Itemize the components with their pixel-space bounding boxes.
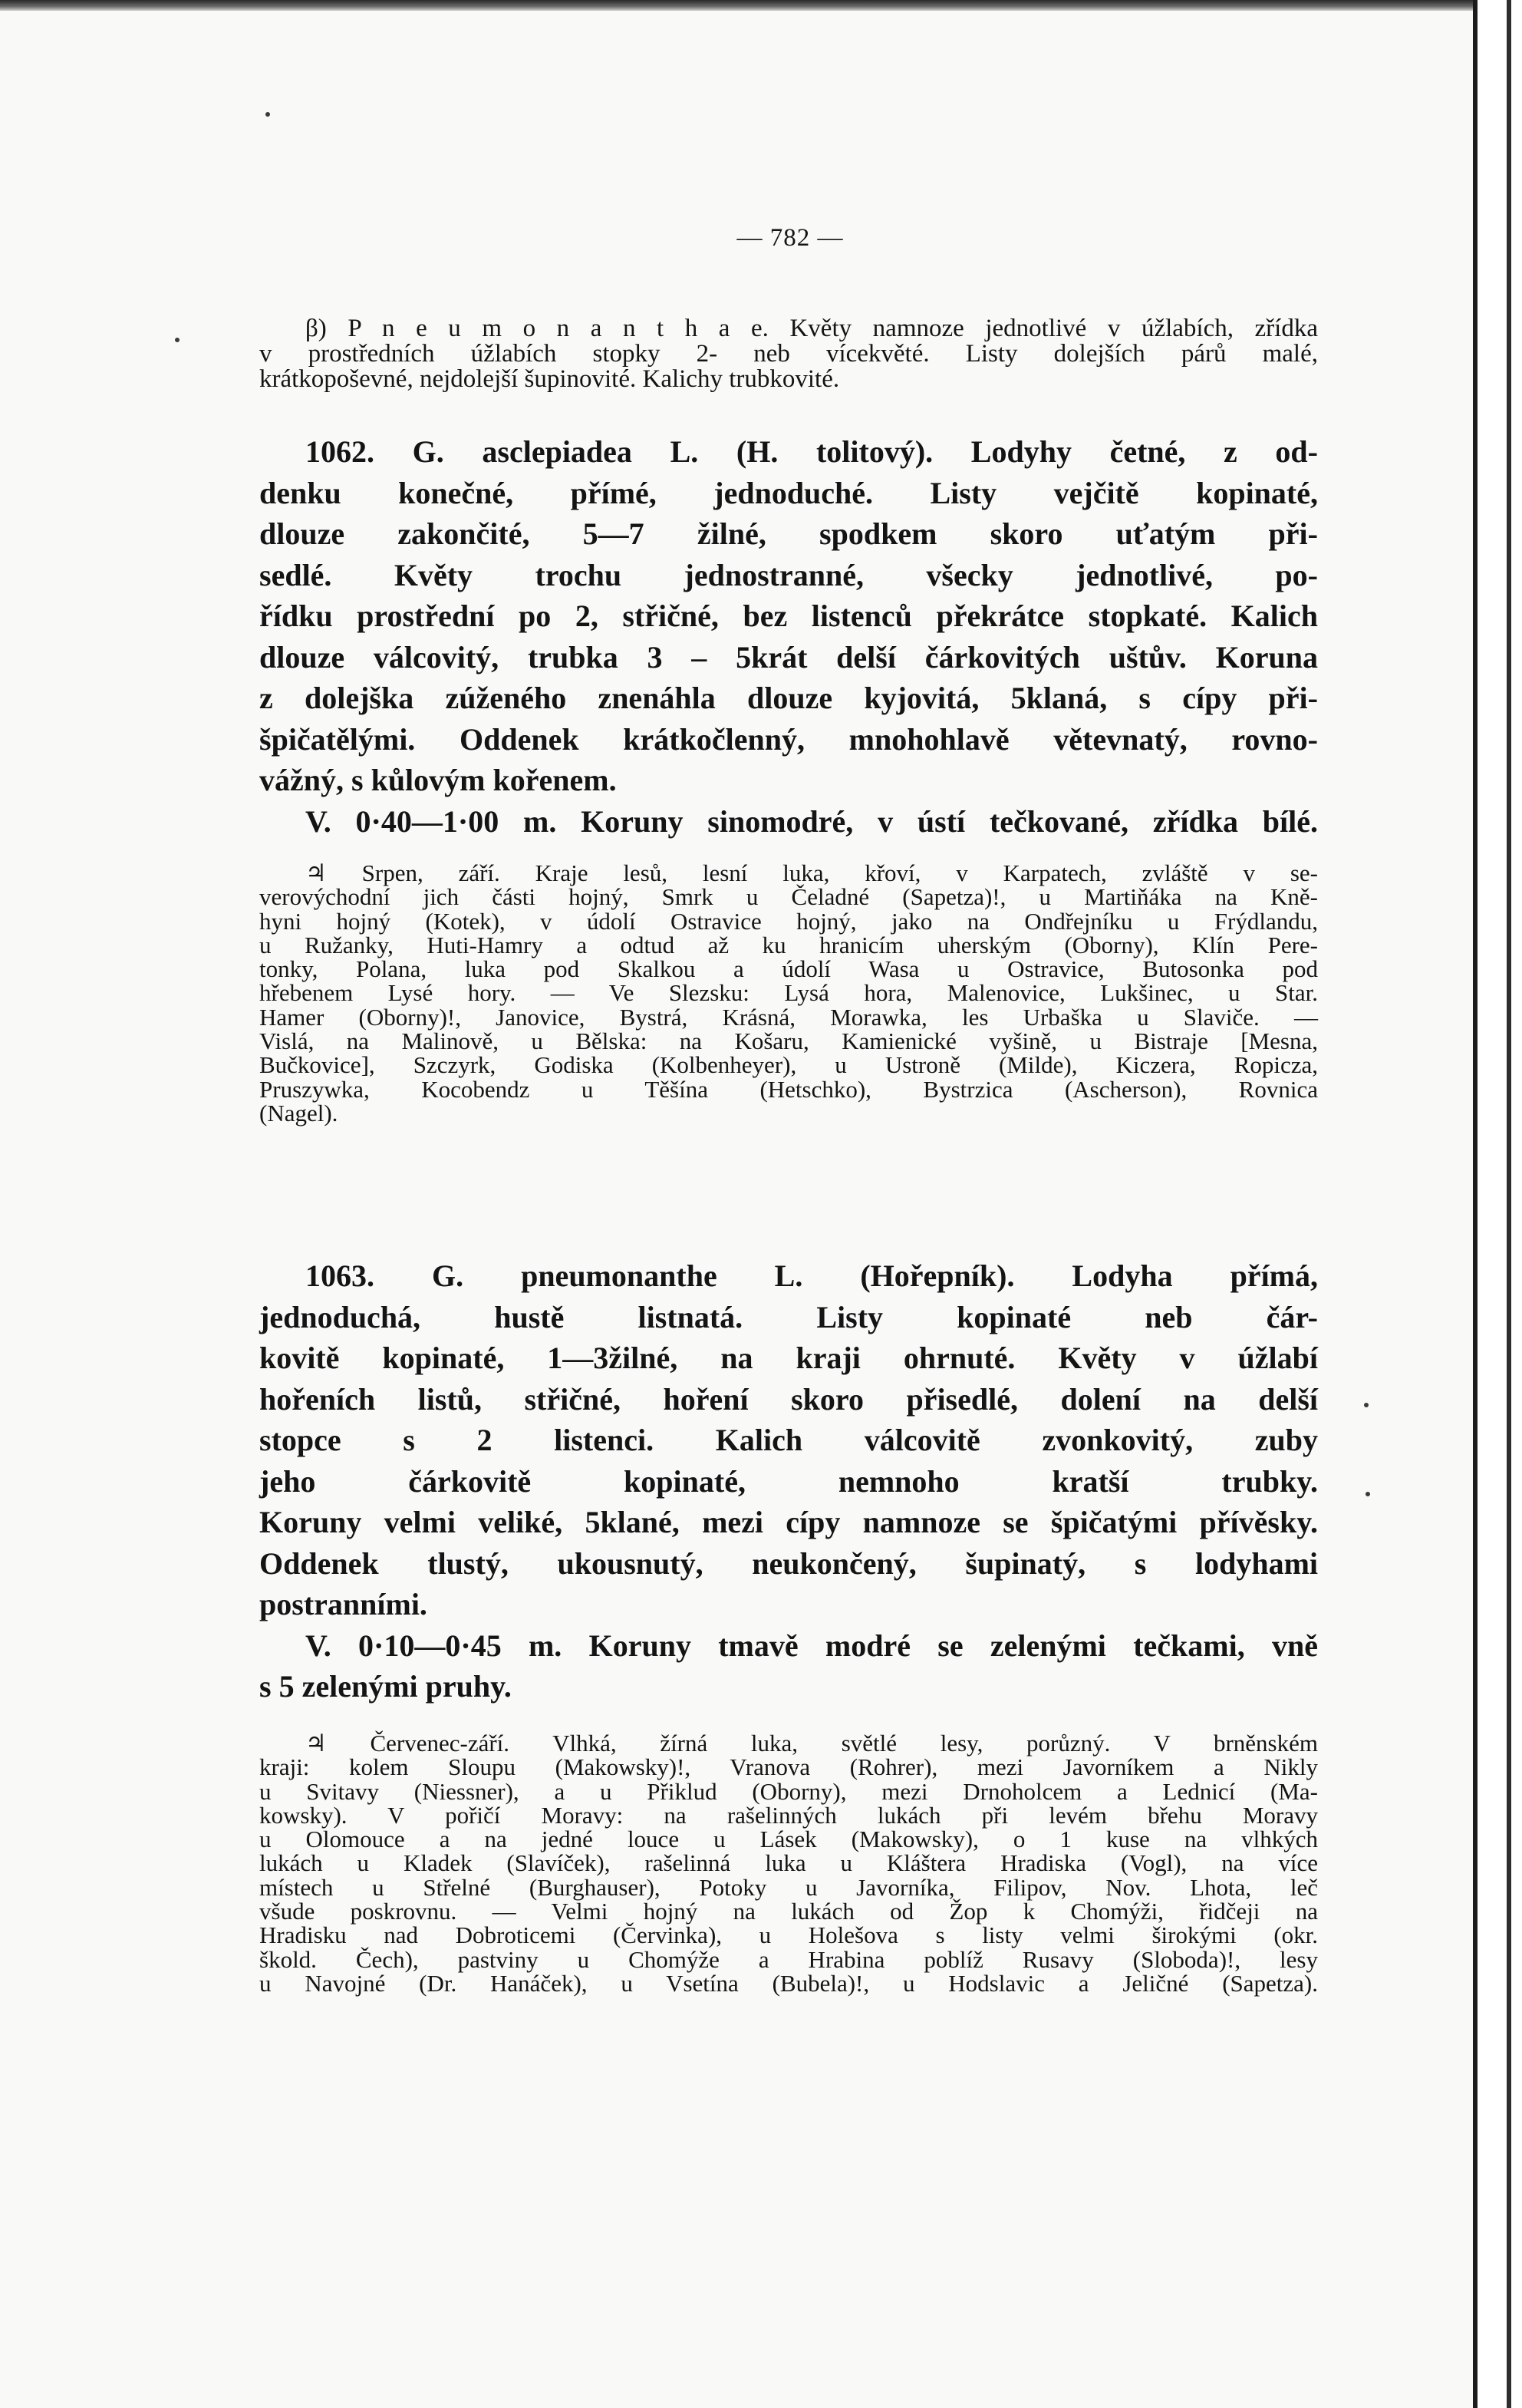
scan-speck [1364,1403,1369,1407]
text-line: všude poskrovnu. — Velmi hojný na lukách od Žop k Chomýži, řidčeji na [259,1898,1318,1925]
text-line: kowsky). V pořičí Moravy: na rašelinných lukách při levém břehu Moravy [259,1801,1318,1829]
scan-speck [265,112,270,117]
text-line: s 5 zelenými pruhy. [259,1669,512,1704]
scan-speck [175,338,180,342]
section-pneumonanthae [259,316,1318,392]
text-line: ♃ Srpen, září. Kraje lesů, lesní luka, křoví, v Karpatech, zvláště v se- [305,859,1318,886]
text-line: 1063. G. pneumonanthe L. (Hořepník). Lodyha přímá, [305,1258,1318,1293]
text-line: Hradisku nad Dobroticemi (Červinka), u Holešova s listy velmi širokými (okr. [259,1921,1318,1949]
text-line: krátkopoševné, nejdolejší šupinovité. Kalichy trubkovité. [259,365,840,393]
top-scan-edge [0,0,1522,11]
text-line: špičatělými. Oddenek krátkočlenný, mnohohlavě větevnatý, rovno- [259,721,1318,757]
species-1063-localities [259,1731,1318,1995]
text-line: dlouze válcovitý, trubka 3 – 5krát delší čárkovitých uštův. Koruna [259,639,1318,675]
text-line: kraji: kolem Sloupu (Makowsky)!, Vranova (Rohrer), mezi Javorníkem a Nikly [259,1753,1318,1781]
text-line: jednoduchá, hustě listnatá. Listy kopinaté neb čár- [259,1299,1318,1334]
right-scan-edge [1473,0,1522,2408]
species-1062-localities [259,861,1318,1125]
text-line: v prostředních úžlabích stopky 2- neb vícekvěté. Listy dolejších párů malé, [259,340,1318,368]
right-scan-edge-line [1507,0,1511,2408]
text-line: hořeních listů, střičné, hoření skoro přisedlé, dolení na delší [259,1381,1318,1417]
text-line: u Ružanky, Huti-Hamry a odtud až ku hranicím uherským (Oborny), Klín Pere- [259,931,1318,958]
text-line: kovitě kopinaté, 1—3žilné, na kraji ohrnuté. Květy v úžlabí [259,1341,1318,1375]
text-line: u Svitavy (Niessner), a u Přiklud (Oborny), mezi Drnoholcem a Lednicí (Ma- [259,1777,1318,1805]
page-number: — 782 — [736,224,844,252]
text-line: z dolejška zúženého znenáhla dlouze kyjovitá, 5klaná, s cípy při- [259,681,1318,715]
text-line: Bučkovice], Szczyrk, Godiska (Kolbenheyer), u Ustroně (Milde), Kiczera, Ropicza, [259,1051,1318,1079]
text-line: Pruszywka, Kocobendz u Těšína (Hetschko), Bystrzica (Ascherson), Rovnica [259,1075,1318,1103]
text-line: stopce s 2 listenci. Kalich válcovitě zvonkovitý, zuby [259,1423,1318,1457]
text-line: u Olomouce a na jedné louce u Lásek (Makowsky), o 1 kuse na vlhkých [259,1826,1318,1853]
scan-speck [1366,1492,1370,1496]
text-line: hřebenem Lysé hory. — Ve Slezsku: Lysá hora, Malenovice, Lukšinec, u Star. [259,979,1318,1007]
text-line: řídku prostřední po 2, střičné, bez listenců překrátce stopkaté. Kalich [259,599,1318,633]
text-line: postranními. [259,1587,427,1621]
text-line: jeho čárkovitě kopinaté, nemnoho kratší trubky. [259,1463,1318,1499]
text-line: ♃ Červenec-září. Vlhká, žírná luka, světlé lesy, porůzný. V brněnském [305,1730,1318,1757]
text-line: místech u Střelné (Burghauser), Potoky u Javorníka, Filipov, Nov. Lhota, leč [259,1873,1318,1901]
text-line: Koruny velmi veliké, 5klané, mezi cípy namnoze se špičatými přívěsky. [259,1505,1318,1539]
text-line: sedlé. Květy trochu jednostranné, všecky jednotlivé, po- [259,557,1318,592]
text-line: (Nagel). [259,1099,338,1126]
text-line: Vislá, na Malinově, u Bělska: na Košaru, Kamienické vyšině, u Bistraje [Mesna, [259,1028,1318,1055]
text-line: škold. Čech), pastviny u Chomýže a Hrabina poblíž Rusavy (Sloboda)!, lesy [259,1945,1318,1973]
text-line: V. 0·10—0·45 m. Koruny tmavě modré se zelenými tečkami, vně [305,1628,1318,1663]
text-line: lukách u Kladek (Slavíček), rašelinná luka u Kláštera Hradiska (Vogl), na více [259,1849,1318,1877]
text-line: Oddenek tlustý, ukousnutý, neukončený, šupinatý, s lodyhami [259,1545,1318,1581]
text-line: denku konečné, přímé, jednoduché. Listy vejčitě kopinaté, [259,475,1318,510]
text-line: verovýchodní jich části hojný, Smrk u Čeladné (Sapetza)!, u Martiňáka na Kně- [259,883,1318,911]
text-line: V. 0·40—1·00 m. Koruny sinomodré, v ústí tečkované, zřídka bílé. [305,803,1318,839]
species-1063-description [259,1255,1318,1707]
text-line: vážný, s kůlovým kořenem. [259,763,617,797]
text-line: dlouze zakončité, 5—7 žilné, spodkem skoro uťatým při- [259,516,1318,551]
text-line: tonky, Polana, luka pod Skalkou a údolí Wasa u Ostravice, Butosonka pod [259,955,1318,983]
text-line: β) P n e u m o n a n t h a e. Květy namnoze jednotlivé v úžlabích, zřídka [305,315,1318,342]
species-1062-description [259,431,1318,842]
text-line: Hamer (Oborny)!, Janovice, Bystrá, Krásná, Morawka, les Urbaška u Slaviče. — [259,1003,1318,1031]
text-line: hyni hojný (Kotek), v údolí Ostravice hojný, jako na Ondřejníku u Frýdlandu, [259,907,1318,935]
text-line: u Navojné (Dr. Hanáček), u Vsetína (Bubela)!, u Hodslavic a Jeličné (Sapetza). [259,1969,1318,1997]
text-line: 1062. G. asclepiadea L. (H. tolitový). Lodyhy četné, z od- [305,434,1318,469]
